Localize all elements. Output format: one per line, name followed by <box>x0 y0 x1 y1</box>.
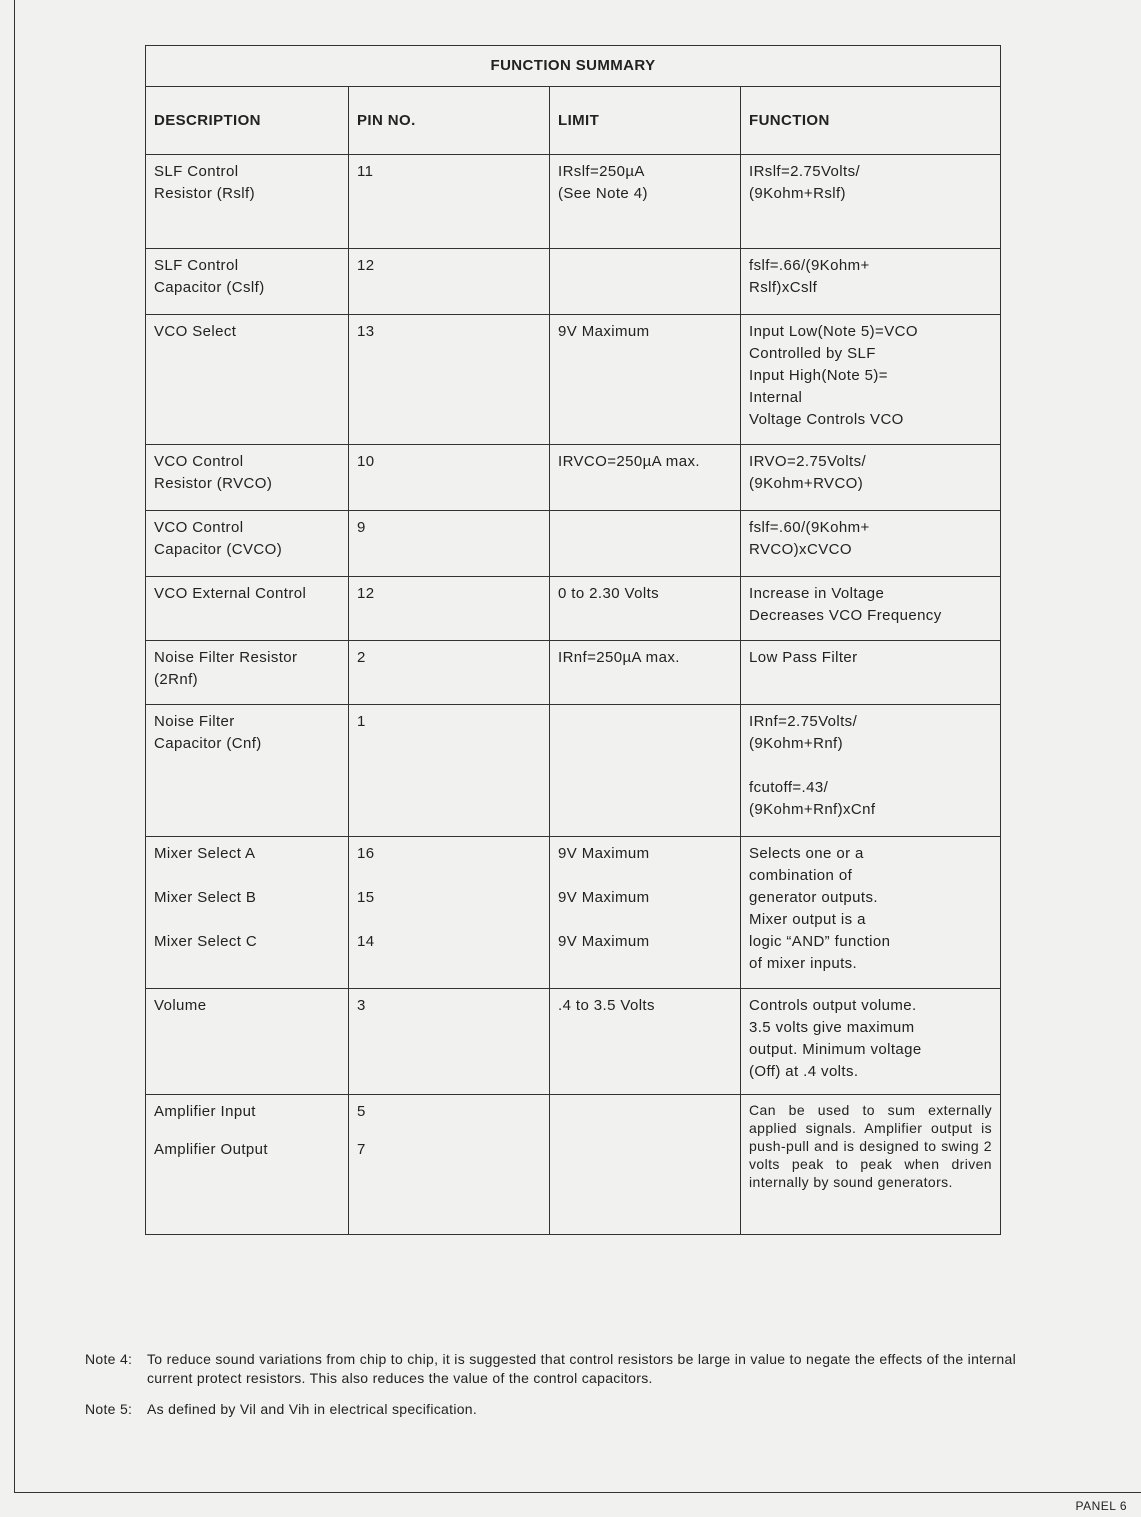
row-description: VCO Control Resistor (RVCO) <box>154 453 273 492</box>
row-limit: 9V Maximum <box>558 323 650 340</box>
table-caption: FUNCTION SUMMARY <box>146 46 1001 87</box>
mixer-select-a-pin: 16 <box>357 845 375 862</box>
row-pin: 9 <box>357 519 366 536</box>
mixer-select-b-pin: 15 <box>357 889 375 906</box>
row-limit: 0 to 2.30 Volts <box>558 585 660 602</box>
header-function: FUNCTION <box>741 87 1001 155</box>
table-row <box>146 837 1001 989</box>
mixer-select-c-limit: 9V Maximum <box>558 933 650 950</box>
table-row <box>146 315 1001 445</box>
row-limit: .4 to 3.5 Volts <box>558 997 655 1014</box>
row-description: SLF Control Capacitor (Cslf) <box>154 257 265 296</box>
row-pin: 12 <box>357 257 375 274</box>
mixer-select-b-label: Mixer Select B <box>154 889 257 906</box>
row-pin: 11 <box>357 163 374 180</box>
row-limit: IRVCO=250µA max. <box>558 453 700 470</box>
row-pin: 12 <box>357 585 375 602</box>
row-function: fslf=.66/(9Kohm+ Rslf)xCslf <box>749 257 870 296</box>
panel-number: PANEL 6 <box>1075 1499 1127 1513</box>
row-function: IRnf=2.75Volts/ (9Kohm+Rnf) <box>749 713 858 752</box>
row-function: Selects one or a combination of generator outputs. Mixer output is a logic “AND” function of mixer inputs. <box>749 845 891 972</box>
row-function: Input Low(Note 5)=VCO Controlled by SLF Input High(Note 5)= Internal Voltage Controls VCO <box>749 323 918 428</box>
row-description: VCO Control Capacitor (CVCO) <box>154 519 283 558</box>
table-row <box>146 1095 1001 1235</box>
header-description: DESCRIPTION <box>146 87 349 155</box>
row-function: Can be used to sum externally applied signals. Amplifier output is push-pull and is designed to swing 2 volts peak to peak when driven internally by sound generators. <box>749 1102 992 1190</box>
row-function: IRslf=2.75Volts/ (9Kohm+Rslf) <box>749 163 861 202</box>
table-row <box>146 249 1001 315</box>
table-row <box>146 641 1001 705</box>
amplifier-output-label: Amplifier Output <box>154 1141 268 1158</box>
row-description: VCO External Control <box>154 585 307 602</box>
header-row <box>146 87 1001 155</box>
function-summary-table <box>145 45 1001 1235</box>
row-pin: 3 <box>357 997 366 1014</box>
row-function: IRVO=2.75Volts/ (9Kohm+RVCO) <box>749 453 867 492</box>
amplifier-input-pin: 5 <box>357 1103 366 1120</box>
row-description: Noise Filter Capacitor (Cnf) <box>154 713 262 752</box>
row-description: Noise Filter Resistor (2Rnf) <box>154 649 298 688</box>
row-pin: 1 <box>357 713 366 730</box>
note-text: To reduce sound variations from chip to chip, it is suggested that control resistors be large in value to negate the effects of the internal current protect resistors. This also reduces the value of the control capacitors. <box>147 1351 1016 1386</box>
row-pin: 2 <box>357 649 366 666</box>
mixer-select-b-limit: 9V Maximum <box>558 889 650 906</box>
note-5 <box>85 1400 1065 1419</box>
row-limit: IRnf=250µA max. <box>558 649 680 666</box>
row-function: fslf=.60/(9Kohm+ RVCO)xCVCO <box>749 519 870 558</box>
table-row <box>146 155 1001 249</box>
row-pin: 10 <box>357 453 375 470</box>
row-limit: IRslf=250µA (See Note 4) <box>558 163 648 202</box>
row-function: Increase in Voltage Decreases VCO Frequency <box>749 585 942 624</box>
mixer-select-a-label: Mixer Select A <box>154 845 256 862</box>
table-row <box>146 445 1001 511</box>
note-label: Note 5: <box>85 1401 133 1417</box>
table-row <box>146 511 1001 577</box>
amplifier-input-label: Amplifier Input <box>154 1103 256 1120</box>
row-function-cutoff: fcutoff=.43/ (9Kohm+Rnf)xCnf <box>749 779 876 818</box>
row-description: Volume <box>154 997 207 1014</box>
mixer-select-c-label: Mixer Select C <box>154 933 258 950</box>
row-pin: 13 <box>357 323 375 340</box>
row-description: SLF Control Resistor (Rslf) <box>154 163 256 202</box>
header-pin-no: PIN NO. <box>349 87 550 155</box>
row-function: Low Pass Filter <box>749 649 858 666</box>
mixer-select-c-pin: 14 <box>357 933 375 950</box>
table-row <box>146 989 1001 1095</box>
table-row <box>146 705 1001 837</box>
row-description: VCO Select <box>154 323 237 340</box>
note-text: As defined by Vil and Vih in electrical specification. <box>147 1401 478 1417</box>
header-limit: LIMIT <box>550 87 741 155</box>
table-row <box>146 577 1001 641</box>
note-label: Note 4: <box>85 1351 133 1367</box>
mixer-select-a-limit: 9V Maximum <box>558 845 650 862</box>
note-4 <box>85 1350 1065 1388</box>
row-function: Controls output volume. 3.5 volts give maximum output. Minimum voltage (Off) at .4 volts. <box>749 997 922 1080</box>
notes-section <box>85 1350 1065 1431</box>
amplifier-output-pin: 7 <box>357 1141 366 1158</box>
